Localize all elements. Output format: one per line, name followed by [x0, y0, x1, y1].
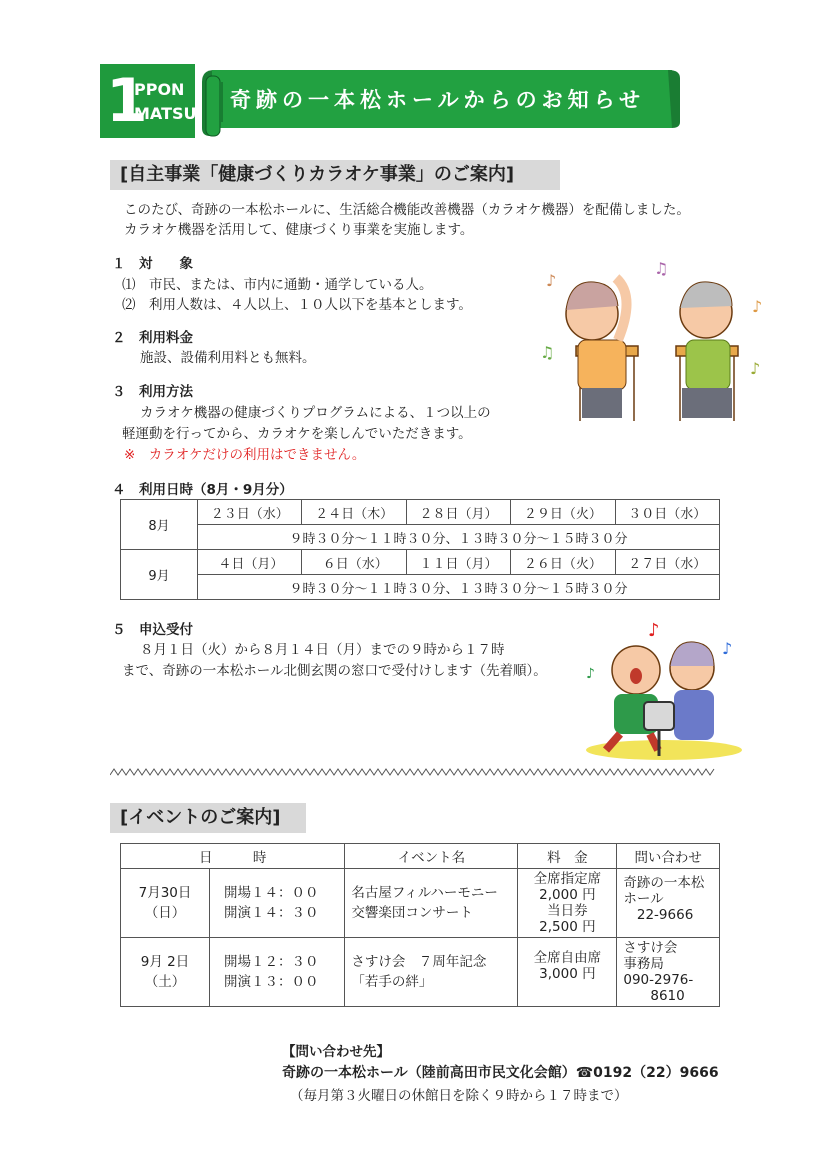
item3-heading: ３ 利用方法	[112, 384, 193, 400]
svg-text:♪: ♪	[750, 359, 761, 378]
item2-line-1: 施設、設備利用料とも無料。	[140, 350, 316, 366]
event-date-cell	[121, 938, 210, 1007]
month-cell: 8月	[121, 500, 198, 550]
event-name-line1: 名古屋フィルハーモニー	[351, 885, 498, 901]
day-cell: ２７日（水）	[615, 550, 719, 575]
svg-text:♪: ♪	[752, 297, 763, 316]
day-cell: ２３日（水）	[198, 500, 302, 525]
fee-line: 2,000 円	[539, 887, 596, 903]
event-name-line1: さすけ会 ７周年記念	[351, 954, 487, 970]
logo-text-line2: MATSU	[134, 104, 197, 123]
table-row	[121, 575, 720, 600]
event-date: 7月30日	[138, 885, 192, 901]
item2-heading: ２ 利用料金	[112, 330, 193, 346]
event-date: 9月 2日	[140, 954, 190, 970]
banner-title: 奇跡の一本松ホールからのお知らせ	[230, 88, 645, 112]
table-row	[121, 550, 720, 575]
table-row	[121, 869, 720, 938]
item1-line-1: ⑴ 市民、または、市内に通勤・通学している人。	[122, 277, 433, 293]
table-row	[121, 844, 720, 869]
item3-line-2: 軽運動を行ってから、カラオケを楽しんでいただきます。	[122, 426, 472, 442]
event-weekday: （土）	[144, 974, 186, 990]
svg-text:♪: ♪	[722, 639, 733, 658]
exercise-illustration	[536, 256, 776, 426]
svg-text:♪: ♪	[546, 271, 557, 290]
day-cell: ２９日（火）	[511, 500, 615, 525]
ippon-matsu-logo	[100, 64, 195, 138]
fee-line: 全席自由席	[533, 950, 602, 966]
events-table	[120, 843, 720, 1007]
intro-line-2: カラオケ機器を活用して、健康づくり事業を実施します。	[124, 222, 474, 238]
header-contact: 問い合わせ	[617, 844, 720, 869]
table-row	[121, 500, 720, 525]
day-cell: １１日（月）	[406, 550, 510, 575]
logo-numeral: 1	[106, 66, 148, 136]
item3-line-1: カラオケ機器の健康づくりプログラムによる、１つ以上の	[140, 405, 491, 421]
contact-line: 22-9666	[623, 907, 694, 923]
table-row	[121, 525, 720, 550]
item1-line-2: ⑵ 利用人数は、４人以上、１０人以下を基本とします。	[122, 297, 472, 313]
fee-line: 当日券	[547, 903, 588, 919]
event-name-cell	[345, 938, 518, 1007]
section-heading-events: [イベントのご案内]	[110, 803, 306, 833]
event-open-time: 開場１２：３０	[224, 954, 319, 970]
day-cell: ２４日（木）	[302, 500, 406, 525]
day-cell: ３０日（水）	[615, 500, 719, 525]
time-cell: ９時３０分～１１時３０分、１３時３０分～１５時３０分	[198, 525, 720, 550]
event-name-line2: 交響楽団コンサート	[351, 905, 473, 921]
event-fee-cell	[518, 938, 617, 1007]
event-start-time: 開演１４：３０	[224, 905, 319, 921]
contact-label: 【問い合わせ先】	[282, 1044, 390, 1060]
zigzag-divider	[110, 768, 716, 776]
header-fee: 料 金	[518, 844, 617, 869]
event-time-cell	[210, 869, 345, 938]
table-row	[121, 938, 720, 1007]
svg-text:♪: ♪	[586, 666, 595, 682]
logo-text-line1: PPON	[134, 80, 185, 99]
event-contact-cell	[617, 869, 720, 938]
svg-text:♫: ♫	[540, 343, 555, 362]
contact-line: 事務局	[623, 956, 664, 972]
event-date-cell	[121, 869, 210, 938]
event-name-cell	[345, 869, 518, 938]
item1-heading: １ 対 象	[112, 256, 193, 272]
karaoke-illustration	[584, 610, 744, 766]
event-contact-cell	[617, 938, 720, 1007]
month-cell: 9月	[121, 550, 198, 600]
day-cell: ６日（水）	[302, 550, 406, 575]
svg-text:♪: ♪	[648, 620, 660, 641]
day-cell: ２６日（火）	[511, 550, 615, 575]
event-time-cell	[210, 938, 345, 1007]
event-fee-cell	[518, 869, 617, 938]
contact-line: 奇跡の一本松	[623, 875, 705, 891]
fee-line: 2,500 円	[539, 919, 596, 935]
day-cell: ４日（月）	[198, 550, 302, 575]
item3-note: ※ カラオケだけの利用はできません。	[124, 447, 366, 463]
contact-hours: （毎月第３火曜日の休館日を除く９時から１７時まで）	[290, 1088, 628, 1104]
fee-line: 3,000 円	[539, 966, 596, 982]
day-cell: ２８日（月）	[406, 500, 510, 525]
schedule-table	[120, 499, 720, 600]
contact-line: ホール	[623, 891, 664, 907]
section-heading-karaoke: [自主事業「健康づくりカラオケ事業」のご案内]	[110, 160, 560, 190]
contact-name: 奇跡の一本松ホール（陸前高田市民文化会館）☎0192（22）9666	[282, 1065, 719, 1081]
intro-line-1: このたび、奇跡の一本松ホールに、生活総合機能改善機器（カラオケ機器）を配備しました。	[124, 202, 690, 218]
fee-line: 全席指定席	[533, 871, 602, 887]
event-weekday: （日）	[144, 905, 186, 921]
header-event-name: イベント名	[345, 844, 518, 869]
contact-line: 090-2976-	[623, 972, 694, 988]
event-start-time: 開演１３：００	[224, 974, 319, 990]
item4-heading: ４ 利用日時（8月・9月分）	[112, 482, 293, 498]
time-cell: ９時３０分～１１時３０分、１３時３０分～１５時３０分	[198, 575, 720, 600]
event-open-time: 開場１４：００	[224, 885, 319, 901]
contact-line: さすけ会	[623, 940, 678, 956]
contact-line: 8610	[623, 988, 685, 1004]
header-datetime: 日 時	[121, 844, 345, 869]
item5-line-2: まで、奇跡の一本松ホール北側玄関の窓口で受付けします（先着順）。	[122, 663, 547, 679]
item5-heading: ５ 申込受付	[112, 622, 193, 638]
svg-text:♫: ♫	[654, 259, 669, 278]
event-name-line2: 「若手の絆」	[351, 974, 433, 990]
item5-line-1: ８月１日（火）から８月１４日（月）までの９時から１７時	[140, 642, 505, 658]
